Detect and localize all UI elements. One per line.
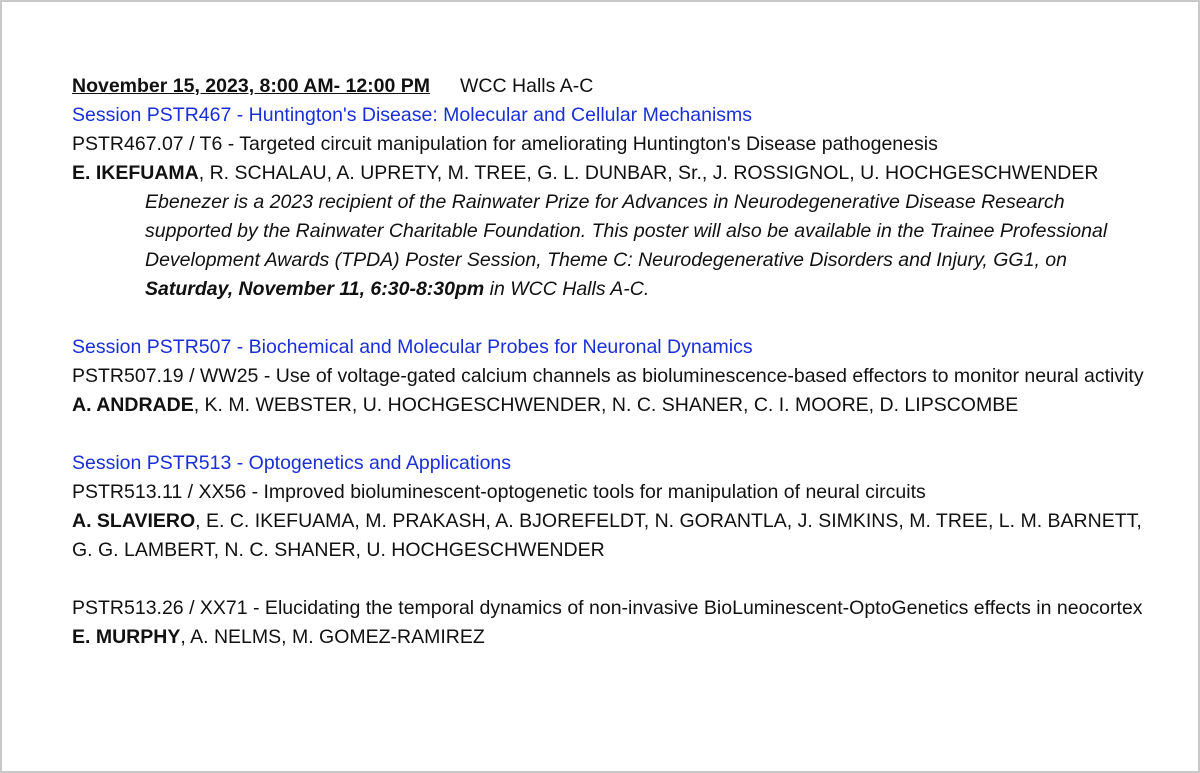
poster-authors: [72, 623, 1158, 652]
note-text: Ebenezer is a 2023 recipient of the Rainwater Prize for Advances in Neurodegenerative Disease Research supported by the Rainwater Charitable Foundation. This poster will also be available in the Trainee Professional Development Awards (TPDA) Poster Session, Theme C: Neurodegenerative Disorders and Injury, GG1, on: [145, 191, 1108, 271]
poster-award-note: [145, 188, 1148, 304]
header-line: [72, 72, 1158, 101]
note-text-end: in WCC Halls A-C.: [484, 278, 650, 300]
session-title-pstr467[interactable]: Session PSTR467 - Huntington's Disease: Molecular and Cellular Mechanisms: [72, 104, 753, 126]
header-date-time: November 15, 2023, 8:00 AM- 12:00 PM: [72, 75, 431, 97]
poster-authors: [72, 391, 1158, 420]
poster-title: PSTR513.11 / XX56 - Improved bioluminescent-optogenetic tools for manipulation of neural circuits: [72, 481, 926, 503]
other-authors: , E. C. IKEFUAMA, M. PRAKASH, A. BJOREFELDT, N. GORANTLA, J. SIMKINS, M. TREE, L. M. BARNETT, G. G. LAMBERT, N. C. SHANER, U. HOCHGESCHWENDER: [72, 510, 1142, 561]
poster-title: PSTR513.26 / XX71 - Elucidating the temporal dynamics of non-invasive BioLuminescent-OptoGenetics effects in neocortex: [72, 597, 1143, 619]
poster-authors: [72, 507, 1158, 565]
poster-title: PSTR467.07 / T6 - Targeted circuit manipulation for ameliorating Huntington's Disease pathogenesis: [72, 133, 938, 155]
other-authors: , K. M. WEBSTER, U. HOCHGESCHWENDER, N. C. SHANER, C. I. MOORE, D. LIPSCOMBE: [193, 394, 1019, 416]
note-date: Saturday, November 11, 6:30-8:30pm: [145, 278, 485, 300]
lead-author: E. MURPHY: [72, 626, 181, 648]
document-content: [72, 72, 1158, 652]
lead-author: E. IKEFUAMA: [72, 162, 199, 184]
lead-author: A. ANDRADE: [72, 394, 194, 416]
other-authors: , A. NELMS, M. GOMEZ-RAMIREZ: [180, 626, 485, 648]
poster-authors: [72, 159, 1158, 188]
lead-author: A. SLAVIERO: [72, 510, 196, 532]
session-title-pstr507[interactable]: Session PSTR507 - Biochemical and Molecular Probes for Neuronal Dynamics: [72, 336, 753, 358]
session-title-pstr513[interactable]: Session PSTR513 - Optogenetics and Applications: [72, 452, 512, 474]
poster-title: PSTR507.19 / WW25 - Use of voltage-gated calcium channels as bioluminescence-based effectors to monitor neural activity: [72, 365, 1144, 387]
header-location: WCC Halls A-C: [460, 75, 594, 97]
other-authors: , R. SCHALAU, A. UPRETY, M. TREE, G. L. DUNBAR, Sr., J. ROSSIGNOL, U. HOCHGESCHWENDER: [198, 162, 1099, 184]
